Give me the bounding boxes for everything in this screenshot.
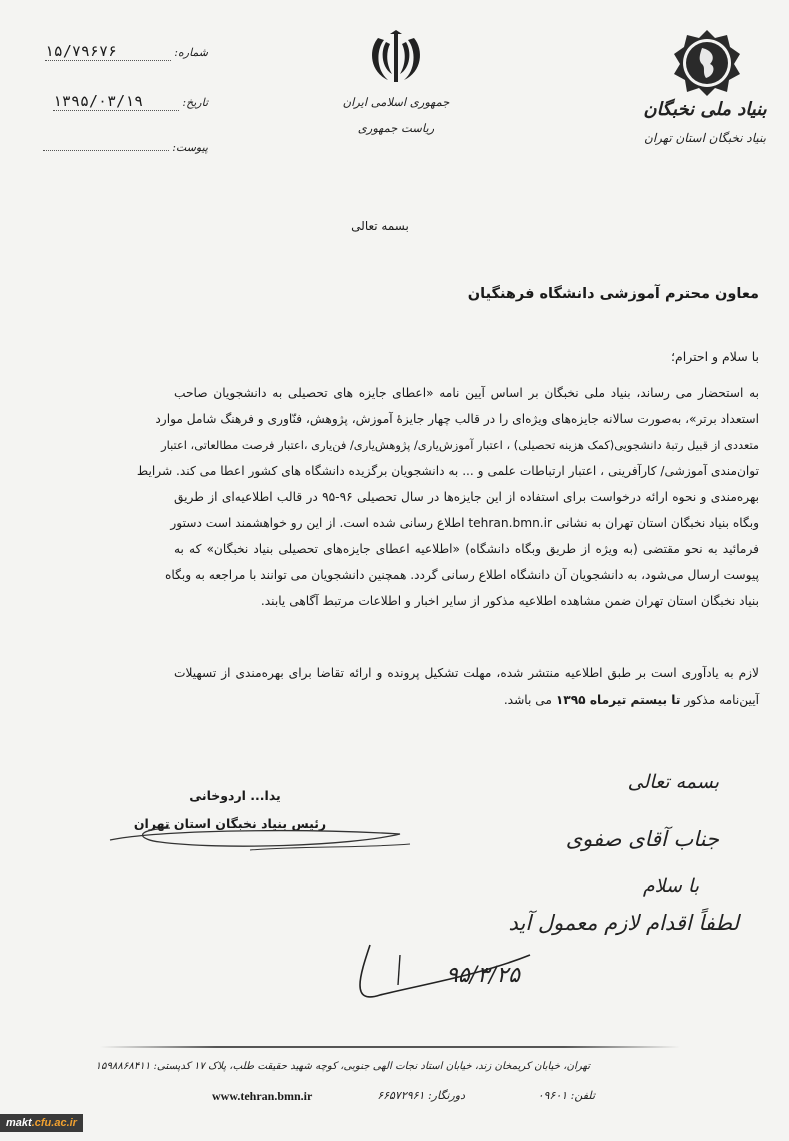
footer-fax: دورنگار: ۶۶۵۷۲۹۶۱ bbox=[377, 1089, 465, 1102]
body-line: توان‌مندی آموزشی/ کارآفرینی ، اعتبار ارتباطات علمی و ... به دانشجویان برگزیده دانشگاه های کشور اعطا می کند. شرایط bbox=[136, 464, 759, 478]
deadline-suffix: می باشد. bbox=[503, 693, 552, 707]
handwritten-signature-icon bbox=[340, 935, 540, 1015]
letter-attachment-field bbox=[38, 140, 208, 154]
footer-divider bbox=[100, 1046, 680, 1048]
handwritten-note-line: بسمه تعالی bbox=[627, 771, 719, 793]
handwritten-note-line: لطفاً اقدام لازم معمول آید bbox=[508, 911, 739, 935]
iran-emblem-icon bbox=[366, 28, 426, 88]
body-line: پیوست ارسال می‌شود، به دانشجویان آن دانشگاه اطلاع رسانی گردد. همچنین دانشجویان می توانند با مراجعه به وبگاه bbox=[165, 568, 759, 582]
number-value: ۱۵/۷۹۶۷۶ bbox=[45, 42, 171, 61]
emblem-caption-presidency: ریاست جمهوری bbox=[357, 121, 435, 135]
greeting: با سلام و احترام؛ bbox=[671, 349, 759, 364]
recipient: معاون محترم آموزشی دانشگاه فرهنگیان bbox=[467, 286, 759, 302]
letter-number-field bbox=[38, 42, 208, 61]
body-line: فرمائید به نحو مقتضی (به ویژه از طریق وبگاه دانشگاه) «اطلاعیه اعطای جایزه‌های تحصیلی بنیاد نخبگان» که به bbox=[174, 542, 759, 556]
deadline-line bbox=[174, 693, 759, 707]
number-label: شماره: bbox=[174, 46, 208, 59]
invocation: بسمه تعالی bbox=[351, 219, 409, 233]
body-line: بنیاد نخبگان استان تهران ضمن مشاهده اطلاعیه مذکور از سایر اخبار و اطلاعات مرتبط آگاهی یابند. bbox=[260, 594, 759, 608]
site-watermark-badge bbox=[0, 1114, 83, 1132]
body-line: بهره‌مندی و نحوه ارائه درخواست برای استفاده از این جایزه‌ها در سال تحصیلی ۹۶-۹۵ در قالب اطلاعیه‌ای از طریق bbox=[174, 490, 759, 504]
emblem-caption-country: جمهوری اسلامی ایران bbox=[342, 95, 450, 109]
body-line: به استحضار می رساند، بنیاد ملی نخبگان بر اساس آیین نامه «اعطای جایزه های تحصیلی به دانشجویان صاحب bbox=[174, 386, 759, 400]
date-value: ۱۳۹۵/۰۳/۱۹ bbox=[53, 92, 179, 111]
attachment-value bbox=[43, 140, 169, 151]
footer-address: تهران، خیابان کریمخان زند، خیابان استاد نجات الهی جنوبی، کوچه شهید حقیقت طلب، پلاک ۱۷ کدپستی: ۱۵۹۸۸۶۸۴۱۱ bbox=[95, 1061, 590, 1072]
date-label: تاریخ: bbox=[182, 96, 208, 109]
elite-foundation-logo-icon bbox=[672, 28, 742, 98]
attachment-label: پیوست: bbox=[172, 141, 208, 154]
signature-scribble-icon bbox=[100, 800, 420, 870]
body-line: وبگاه بنیاد نخبگان استان تهران به نشانی tehran.bmn.ir اطلاع رسانی شده است. از این رو خواهشمند است دستور bbox=[170, 516, 759, 530]
handwritten-note-line: جناب آقای صفوی bbox=[565, 827, 719, 851]
handwritten-note-line: با سلام bbox=[642, 875, 699, 897]
footer-website[interactable]: www.tehran.bmn.ir bbox=[212, 1089, 313, 1103]
footer-phone: تلفن: ۰۹۶۰۱ bbox=[537, 1089, 595, 1102]
deadline-prefix: آیین‌نامه مذکور bbox=[684, 693, 759, 707]
watermark-text: makt bbox=[6, 1117, 32, 1129]
signatory-name: یدا... اردوخانی bbox=[189, 788, 281, 803]
org-logo-text: بنیاد ملی نخبگان bbox=[643, 99, 767, 120]
deadline-date: تا بیستم تیرماه ۱۳۹۵ bbox=[555, 693, 681, 707]
handwritten-note-date: ۹۵/۳/۲۵ bbox=[446, 963, 520, 988]
org-subtitle: بنیاد نخبگان استان تهران bbox=[644, 131, 766, 145]
body-line: متعددی از قبیل رتبهٔ دانشجویی(کمک هزینه تحصیلی) ، اعتبار آموزش‌یاری/ پژوهش‌یاری/ فن‌یاری ،اعتبار فرصت مطالعاتی، اعتبار bbox=[161, 438, 759, 452]
letter-date-field bbox=[38, 92, 208, 111]
body-line: لازم به یادآوری است بر طبق اطلاعیه منتشر شده، مهلت تشکیل پرونده و ارائه تقاضا برای بهره‌مندی از تسهیلات bbox=[174, 666, 759, 680]
signatory-title: رئیس بنیاد نخبگان استان تهران bbox=[133, 816, 327, 831]
body-line: استعداد برتر»، به‌صورت سالانه جایزه‌های ویژه‌ای را در قالب چهار جایزهٔ آموزش، پژوهش، فنّاوری و فرهنگ شامل موارد bbox=[155, 412, 759, 426]
watermark-domain: .cfu.ac.ir bbox=[31, 1117, 77, 1129]
